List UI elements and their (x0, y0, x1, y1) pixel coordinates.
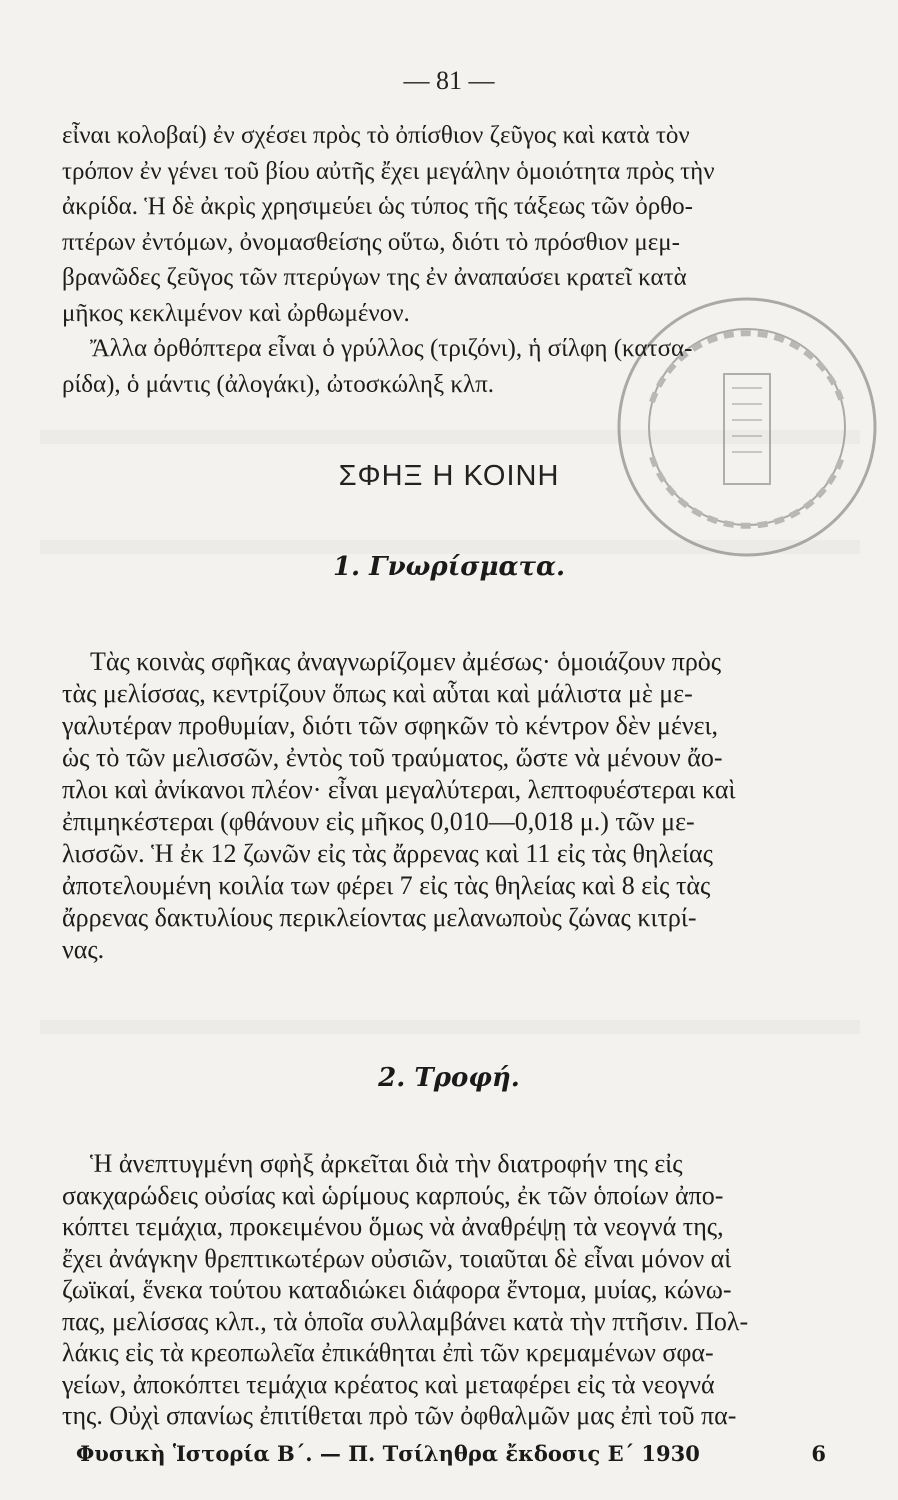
signature-mark: 6 (811, 1441, 826, 1466)
text-line: ἀποτελουμένη κοιλία των φέρει 7 εἰς τὰς θηλείας καὶ 8 εἰς τὰς (62, 871, 711, 900)
text-line: γαλυτέραν προθυμίαν, διότι τῶν σφηκῶν τὸ κέντρον δὲν μένει, (62, 711, 719, 740)
text-line: ἐπιμηκέστεραι (φθάνουν εἰς μῆκος 0,010—0,018 μ.) τῶν με- (62, 807, 695, 836)
paragraph-2 (62, 646, 830, 966)
text-line: βρανῶδες ζεῦγος τῶν πτερύγων της ἐν ἀναπαύσει κρατεῖ κατὰ (62, 264, 687, 291)
text-line: της. Οὐχὶ σπανίως ἐπιτίθεται πρὸ τῶν ὀφθαλμῶν μας ἐπὶ τοῦ πα- (62, 1401, 737, 1430)
text-line: πλοι καὶ ἀνίκανοι πλέον· εἶναι μεγαλύτεραι, λεπτοφυέστεραι καὶ (62, 775, 736, 804)
subsection-heading-2: 2. Τροφή. (378, 1063, 520, 1093)
text-line: ζωϊκαί, ἕνεκα τούτου καταδιώκει διάφορα ἔντομα, μυίας, κώνω- (62, 1275, 732, 1304)
text-line: λάκις εἰς τὰ κρεοπωλεῖα ἐπικάθηται ἐπὶ τῶν κρεμαμένων σφα- (62, 1338, 714, 1367)
text-line: τὰς μελίσσας, κεντρίζουν ὅπως καὶ αὗται καὶ μάλιστα μὲ με- (62, 679, 693, 708)
text-line: ἔχει ἀνάγκην θρεπτικωτέρων οὐσιῶν, τοιαῦται δὲ εἶναι μόνον αἱ (62, 1243, 732, 1273)
text-line: ὡς τὸ τῶν μελισσῶν, ἐντὸς τοῦ τραύματος, ὥστε νὰ μένουν ἄο- (62, 743, 723, 772)
text-line: τρόπον ἐν γένει τοῦ βίου αὐτῆς ἔχει μεγάλην ὁμοιότητα πρὸς τὴν (62, 157, 715, 185)
text-line: ἄρρενας δακτυλίους περικλείοντας μελανωποὺς ζώνας κιτρί- (62, 903, 697, 932)
section-heading: ΣΦΗΞ Η ΚΟΙΝΗ (338, 460, 560, 492)
text-line: κόπτει τεμάχια, προκειμένου ὅμως νὰ ἀναθρέψῃ τὰ νεογνά της, (62, 1212, 724, 1241)
footer-imprint: Φυσικὴ Ἱστορία Β΄. — Π. Τσίληθρα ἔκδοσις Ε΄ 1930 (76, 1441, 700, 1466)
text-line: νας. (62, 935, 105, 964)
paragraph-3 (62, 1148, 832, 1432)
subsection-heading-1: 1. Γνωρίσματα. (332, 552, 566, 582)
text-line: Ἡ ἀνεπτυγμένη σφὴξ ἀρκεῖται διὰ τὴν διατροφήν της εἰς (90, 1149, 683, 1178)
text-line: ρίδα), ὁ μάντις (ἀλογάκι), ὠτοσκώληξ κλπ. (62, 370, 494, 398)
text-line: πτέρων ἐντόμων, ὀνομασθείσης οὕτω, διότι τὸ πρόσθιον μεμ- (62, 228, 681, 256)
bleed-through-band (40, 1020, 860, 1034)
text-line: γείων, ἀποκόπτει τεμάχια κρέατος καὶ μεταφέρει εἰς τὰ νεογνά (62, 1369, 715, 1399)
text-line: μῆκος κεκλιμένον καὶ ὠρθωμένον. (62, 299, 410, 327)
text-line: λισσῶν. Ἡ ἐκ 12 ζωνῶν εἰς τὰς ἄρρενας καὶ 11 εἰς τὰς θηλείας (62, 839, 713, 868)
text-line: σακχαρώδεις οὐσίας καὶ ὡρίμους καρπούς, ἐκ τῶν ὁποίων ἀπο- (62, 1180, 724, 1210)
paragraph-1 (62, 118, 832, 402)
page-number: — 81 — (403, 66, 495, 95)
text-line: ἀκρίδα. Ἡ δὲ ἀκρὶς χρησιμεύει ὡς τύπος τῆς τάξεως τῶν ὀρθο- (62, 193, 693, 220)
page-footer (76, 1441, 826, 1466)
text-line: Ἄλλα ὀρθόπτερα εἶναι ὁ γρύλλος (τριζόνι), ἡ σίλφη (κατσα- (90, 335, 693, 362)
text-line: πας, μελίσσας κλπ., τὰ ὁποῖα συλλαμβάνει κατὰ τὴν πτῆσιν. Πολ- (62, 1306, 749, 1336)
text-line: Τὰς κοινὰς σφῆκας ἀναγνωρίζομεν ἀμέσως· ὁμοιάζουν πρὸς (90, 647, 722, 676)
text-line: εἶναι κολοβαί) ἐν σχέσει πρὸς τὸ ὀπίσθιον ζεῦγος καὶ κατὰ τὸν (62, 122, 690, 149)
